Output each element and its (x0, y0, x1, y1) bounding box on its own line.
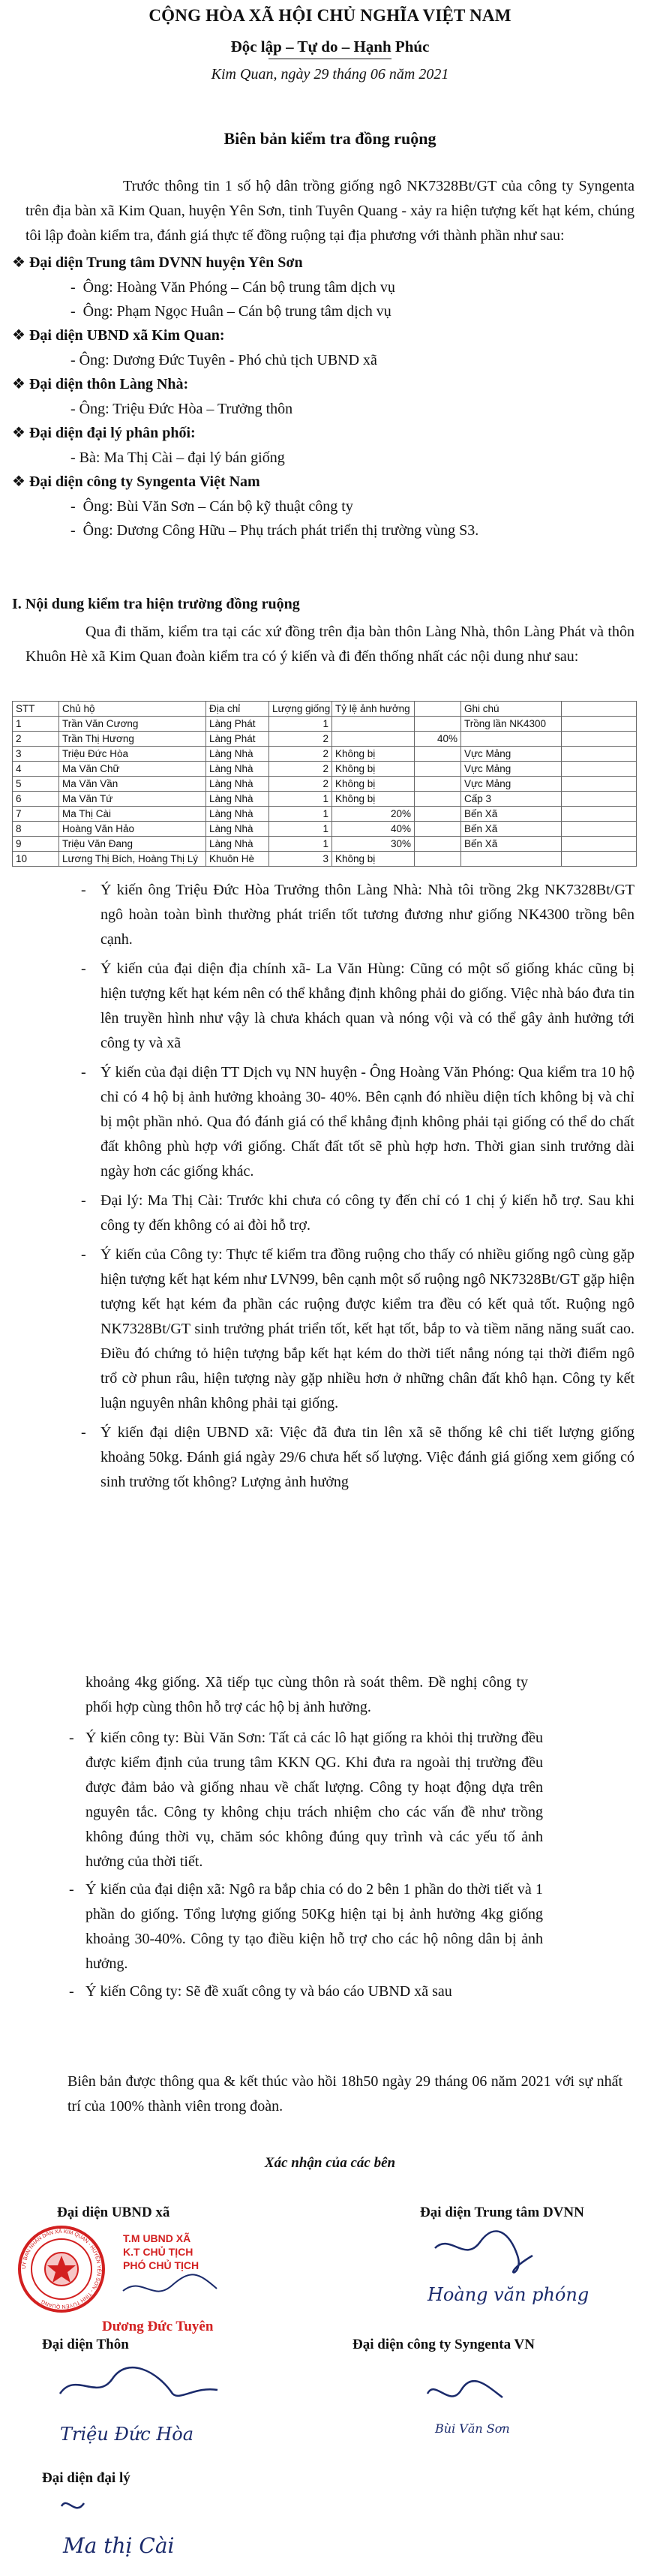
table-cell (562, 732, 637, 747)
table-cell: Cấp 3 (461, 792, 562, 807)
opinions-upper (81, 878, 634, 1495)
table-cell: Bến Xã (461, 837, 562, 852)
table-cell: 20% (332, 807, 415, 822)
table-header (562, 702, 637, 717)
table-cell: Làng Nhà (206, 837, 269, 852)
table-row (13, 822, 637, 837)
table-row (13, 747, 637, 762)
syngenta-signature (420, 2364, 570, 2446)
sig-label-daily: Đại diện đại lý (42, 2470, 130, 2486)
table-cell (415, 792, 461, 807)
intro-paragraph: Trước thông tin 1 số hộ dân trồng giống ngô NK7328Bt/GT của công ty Syngenta trên địa bàn xã Kim Quan, huyện Yên Sơn, tỉnh Tuyên Quang - xảy ra hiện tượng kết hạt kém, chúng tôi lập đoàn kiểm tra, đánh giá thực tế đồng ruộng tại địa phương với thành phần như sau: (26, 178, 634, 244)
table-cell: Ma Văn Tứ (59, 792, 206, 807)
section1-intro: Qua đi thăm, kiểm tra tại các xứ đồng trên địa bàn thôn Làng Nhà, thôn Làng Phát và thôn Khuôn Hè xã Kim Quan đoàn kiểm tra có ý kiến và đi đến thống nhất các nội dung như sau: (26, 624, 634, 665)
table-cell: 10 (13, 852, 59, 867)
table-cell: Làng Nhà (206, 807, 269, 822)
table-cell: Làng Nhà (206, 762, 269, 777)
bullet-diamond-icon: ❖ (12, 425, 29, 441)
table-cell (415, 852, 461, 867)
table-cell: Không bị (332, 762, 415, 777)
rep-member: - Ông: Dương Đức Tuyên - Phó chủ tịch UBND xã (70, 352, 377, 368)
opinion-item: - Ý kiến của đại diện TT Dịch vụ NN huyện - Ông Hoàng Văn Phóng: Qua kiểm tra 10 hộ chỉ có 4 hộ bị ảnh hưởng khoảng 30- 40%. Bên cạnh đó nhiều diện tích không bị và chỉ bị một phần nhỏ. Qua đó đánh giá có thể khẳng định không phải tại giống có thể do chất đất không phù hợp với giống. Chất đất tốt sẽ phù hợp hơn. Thời gian sinh trưởng dài ngày hơn các giống khác. (81, 1064, 634, 1180)
table-header: Tỷ lệ ảnh hưởng (332, 702, 415, 717)
rep-daily (12, 421, 642, 446)
opinions-lower (69, 1726, 543, 2004)
table-cell (562, 807, 637, 822)
opinion-item: - Ý kiến của Công ty: Thực tế kiểm tra đồng ruộng cho thấy có nhiều giống ngô cùng gặp hiện tượng kết hạt kém như LVN99, bên cạnh một số ruộng ngô NK7328Bt/GT gặp hiện tượng kết hạt kém đa phần các ruộng được kiểm tra đều có kết quả tốt. Ruộng ngô NK7328Bt/GT sinh trưởng phát triển tốt, kết hạt tốt, bắp to và tiềm năng năng suất cao. Điều đó chứng tỏ hiện tượng bắp kết hạt kém do thời tiết nắng nóng tại thời điểm ngô trổ cờ phun râu, hiện tượng này gặp nhiều hơn ở những chân đất khô hạn. Công ty kết luận nguyên nhân không phải tại giống. (81, 1246, 634, 1411)
thon-signature (52, 2356, 262, 2454)
table-cell: 40% (332, 822, 415, 837)
section1-heading: I. Nội dung kiểm tra hiện trường đồng ruộng (12, 596, 300, 612)
official-stamp (10, 2220, 280, 2317)
table-cell (415, 837, 461, 852)
table-cell (415, 807, 461, 822)
table-cell: Không bị (332, 852, 415, 867)
table-cell: Khuôn Hè (206, 852, 269, 867)
bullet-diamond-icon: ❖ (12, 327, 29, 344)
bullet-diamond-icon: ❖ (12, 473, 29, 490)
rep-member: - Ông: Triệu Đức Hòa – Trưởng thôn (70, 401, 293, 417)
farm-table (12, 701, 637, 867)
document-title: Biên bản kiểm tra đồng ruộng (224, 129, 436, 148)
table-cell: 30% (332, 837, 415, 852)
rep-dvnn (12, 251, 642, 275)
opinion-item: - Ý kiến công ty: Bùi Văn Sơn: Tất cả các lô hạt giống ra khỏi thị trường đều được kiểm định của trung tâm KKN QG. Khi đưa ra ngoài thị trường đều được đảm bảo và giống nhau về chất lượng. Công ty hoạt động dựa trên nguyên tắc. Công ty không chịu trách nhiệm cho các vấn đề như trồng không đúng thời vụ, chăm sóc không đúng quy trình và các yếu tố ảnh hưởng của thời tiết. (69, 1730, 543, 1870)
table-cell: Lương Thị Bích, Hoàng Thị Lý (59, 852, 206, 867)
table-cell: Vực Mảng (461, 762, 562, 777)
rep-label: Đại diện đại lý phân phối: (28, 425, 196, 441)
handwritten-dvnn: Hoàng văn phóng (428, 2284, 590, 2305)
sig-label-syngenta: Đại diện công ty Syngenta VN (352, 2337, 535, 2352)
representatives-list (12, 251, 642, 543)
table-header: Địa chỉ (206, 702, 269, 717)
stamp-ring-text: UỶ BAN NHÂN DÂN XÃ KIM QUAN - HUYỆN YÊN SƠN - TỈNH TUYÊN QUANG (21, 2229, 102, 2310)
svg-text:PHÓ CHỦ TỊCH: PHÓ CHỦ TỊCH (123, 2259, 200, 2271)
rep-member: - Bà: Ma Thị Cài – đại lý bán giống (70, 449, 285, 466)
table-cell (562, 762, 637, 777)
table-cell (415, 822, 461, 837)
table-cell: 7 (13, 807, 59, 822)
table-cell: Ma Thị Cài (59, 807, 206, 822)
table-cell: 1 (13, 717, 59, 732)
table-cell: Không bị (332, 777, 415, 792)
rep-ubnd (12, 323, 642, 348)
table-cell: Làng Nhà (206, 747, 269, 762)
table-cell: 1 (269, 807, 332, 822)
ubnd-signer-name: Dương Đức Tuyên (102, 2319, 214, 2334)
table-cell: Trồng lần NK4300 (461, 717, 562, 732)
svg-text:K.T CHỦ TỊCH: K.T CHỦ TỊCH (123, 2246, 194, 2258)
table-cell (415, 777, 461, 792)
table-row (13, 777, 637, 792)
table-cell (415, 747, 461, 762)
opinion-item: - Ý kiến của đại diện địa chính xã- La Văn Hùng: Cũng có một số giống khác cũng bị hiện tượng kết hạt kém nên có thể khẳng định không phải do giống. Việc nhà báo đưa tin lên truyền hình như vậy là chưa khách quan và nóng vội và có thể gây ảnh hưởng tới công ty và xã (81, 960, 634, 1051)
table-cell: 9 (13, 837, 59, 852)
rep-label: Đại diện UBND xã Kim Quan: (28, 327, 225, 344)
table-cell: 1 (269, 792, 332, 807)
table-cell: Trần Văn Cương (59, 717, 206, 732)
table-cell: 2 (269, 747, 332, 762)
table-cell (562, 777, 637, 792)
table-cell (562, 747, 637, 762)
opinion-item: - Ý kiến ông Triệu Đức Hòa Trưởng thôn Làng Nhà: Nhà tôi trồng 2kg NK7328Bt/GT ngô hoàn toàn bình thường phát triển tốt tương đương như giống NK4300 trồng bên cạnh. (81, 882, 634, 948)
farm-table-wrapper (12, 701, 637, 867)
opinion-item: - Ý kiến đại diện UBND xã: Việc đã đưa tin lên xã sẽ thống kê chi tiết lượng giống khoảng 50kg. Đánh giá ngày 29/6 chưa hết số lượng. Việc đánh giá giống xem giống có sinh trưởng tốt không? Lượng ảnh hưởng (81, 1424, 634, 1490)
table-cell: 1 (269, 717, 332, 732)
table-cell (415, 762, 461, 777)
table-row (13, 807, 637, 822)
table-cell: 3 (13, 747, 59, 762)
table-cell: Triệu Đức Hòa (59, 747, 206, 762)
opinion-item: - Ý kiến Công ty: Sẽ đề xuất công ty và báo cáo UBND xã sau (69, 1983, 452, 2000)
sig-label-ubnd: Đại diện UBND xã (57, 2205, 170, 2220)
table-cell (461, 852, 562, 867)
table-cell: Bến Xã (461, 807, 562, 822)
table-cell: Không bị (332, 747, 415, 762)
rep-label: Đại diện công ty Syngenta Việt Nam (28, 473, 260, 490)
rep-member: - Ông: Phạm Ngọc Huân – Cán bộ trung tâm dịch vụ (70, 303, 392, 320)
dvnn-signature (420, 2226, 615, 2316)
table-cell: Làng Nhà (206, 777, 269, 792)
table-cell (562, 822, 637, 837)
table-cell (332, 732, 415, 747)
table-cell: 5 (13, 777, 59, 792)
rep-member: - Ông: Hoàng Văn Phóng – Cán bộ trung tâm dịch vụ (70, 279, 395, 296)
rep-label: Đại diện thôn Làng Nhà: (28, 376, 189, 392)
bullet-diamond-icon: ❖ (12, 254, 29, 271)
table-cell: Bến Xã (461, 822, 562, 837)
svg-text:T.M UBND XÃ: T.M UBND XÃ (123, 2232, 191, 2244)
table-row (13, 837, 637, 852)
table-cell (562, 837, 637, 852)
rep-thon (12, 372, 642, 397)
table-cell: 6 (13, 792, 59, 807)
table-row (13, 852, 637, 867)
table-body (13, 717, 637, 867)
table-cell (562, 717, 637, 732)
sig-label-dvnn: Đại diện Trung tâm DVNN (420, 2205, 584, 2220)
table-header: Ghi chú (461, 702, 562, 717)
country-heading: CỘNG HÒA XÃ HỘI CHỦ NGHĨA VIỆT NAM (148, 6, 512, 25)
table-cell: Vực Mảng (461, 777, 562, 792)
table-cell: 1 (269, 837, 332, 852)
confirm-title: Xác nhận của các bên (264, 2155, 396, 2171)
table-cell: 2 (269, 732, 332, 747)
table-cell: Làng Phát (206, 732, 269, 747)
table-cell (562, 792, 637, 807)
table-cell: Ma Văn Chữ (59, 762, 206, 777)
table-header: Chủ hộ (59, 702, 206, 717)
rep-label: Đại diện Trung tâm DVNN huyện Yên Sơn (28, 254, 303, 271)
table-cell: Làng Phát (206, 717, 269, 732)
table-header-row (13, 702, 637, 717)
handwritten-daily: Ma thị Cài (63, 2533, 175, 2558)
table-cell: 4 (13, 762, 59, 777)
rep-member: - Ông: Dương Công Hữu – Phụ trách phát triển thị trường vùng S3. (70, 522, 479, 539)
table-cell (415, 717, 461, 732)
table-cell (461, 732, 562, 747)
table-cell: 2 (13, 732, 59, 747)
table-header (415, 702, 461, 717)
table-cell: Ma Văn Vần (59, 777, 206, 792)
closing-paragraph: Biên bản được thông qua & kết thúc vào hồi 18h50 ngày 29 tháng 06 năm 2021 với sự nhất trí của 100% thành viên trong đoàn. (68, 2073, 622, 2115)
table-cell: Triệu Văn Đang (59, 837, 206, 852)
table-cell: Không bị (332, 792, 415, 807)
table-cell: 8 (13, 822, 59, 837)
opinion-item: - Ý kiến của đại diện xã: Ngô ra bắp chia có do 2 bên 1 phần do thời tiết và 1 phần do giống. Tổng lượng giống 50Kg hiện tại bị ảnh hưởng 4kg giống khoảng 30-40%. Công ty tạo điều kiện hỗ trợ cho các hộ nông dân bị ảnh hưởng. (69, 1881, 543, 1972)
motto: Độc lập – Tự do – Hạnh Phúc (230, 38, 430, 56)
table-cell: 2 (269, 777, 332, 792)
table-header: Lượng giống (269, 702, 332, 717)
table-cell: 40% (415, 732, 461, 747)
table-cell: 1 (269, 822, 332, 837)
place-date: Kim Quan, ngày 29 tháng 06 năm 2021 (211, 66, 449, 83)
sig-label-thon: Đại diện Thôn (42, 2337, 129, 2352)
handwritten-thon: Triệu Đức Hòa (60, 2424, 194, 2445)
table-cell: Trần Thị Hương (59, 732, 206, 747)
rep-syngenta (12, 470, 642, 494)
table-header: STT (13, 702, 59, 717)
table-cell: 2 (269, 762, 332, 777)
table-cell: 3 (269, 852, 332, 867)
handwritten-syngenta: Bùi Văn Sơn (435, 2421, 510, 2436)
table-cell: Làng Nhà (206, 822, 269, 837)
table-row (13, 717, 637, 732)
table-row (13, 732, 637, 747)
opinion-item: - Đại lý: Ma Thị Cài: Trước khi chưa có công ty đến chỉ có 1 chị ý kiến hỗ trợ. Sau khi công ty đến không có ai đòi hỗ trợ. (81, 1192, 634, 1234)
table-cell: Làng Nhà (206, 792, 269, 807)
table-cell: Vực Mảng (461, 747, 562, 762)
table-cell: Hoàng Văn Hảo (59, 822, 206, 837)
daily-signature (52, 2490, 232, 2572)
bullet-diamond-icon: ❖ (12, 376, 29, 392)
opinion-continuation: khoảng 4kg giống. Xã tiếp tục cùng thôn rà soát thêm. Đề nghị công ty phối hợp cùng thôn hỗ trợ các hộ bị ảnh hưởng. (86, 1674, 528, 1715)
table-row (13, 792, 637, 807)
table-cell (332, 717, 415, 732)
table-row (13, 762, 637, 777)
table-cell (562, 852, 637, 867)
rep-member: - Ông: Bùi Văn Sơn – Cán bộ kỹ thuật công ty (70, 498, 353, 515)
